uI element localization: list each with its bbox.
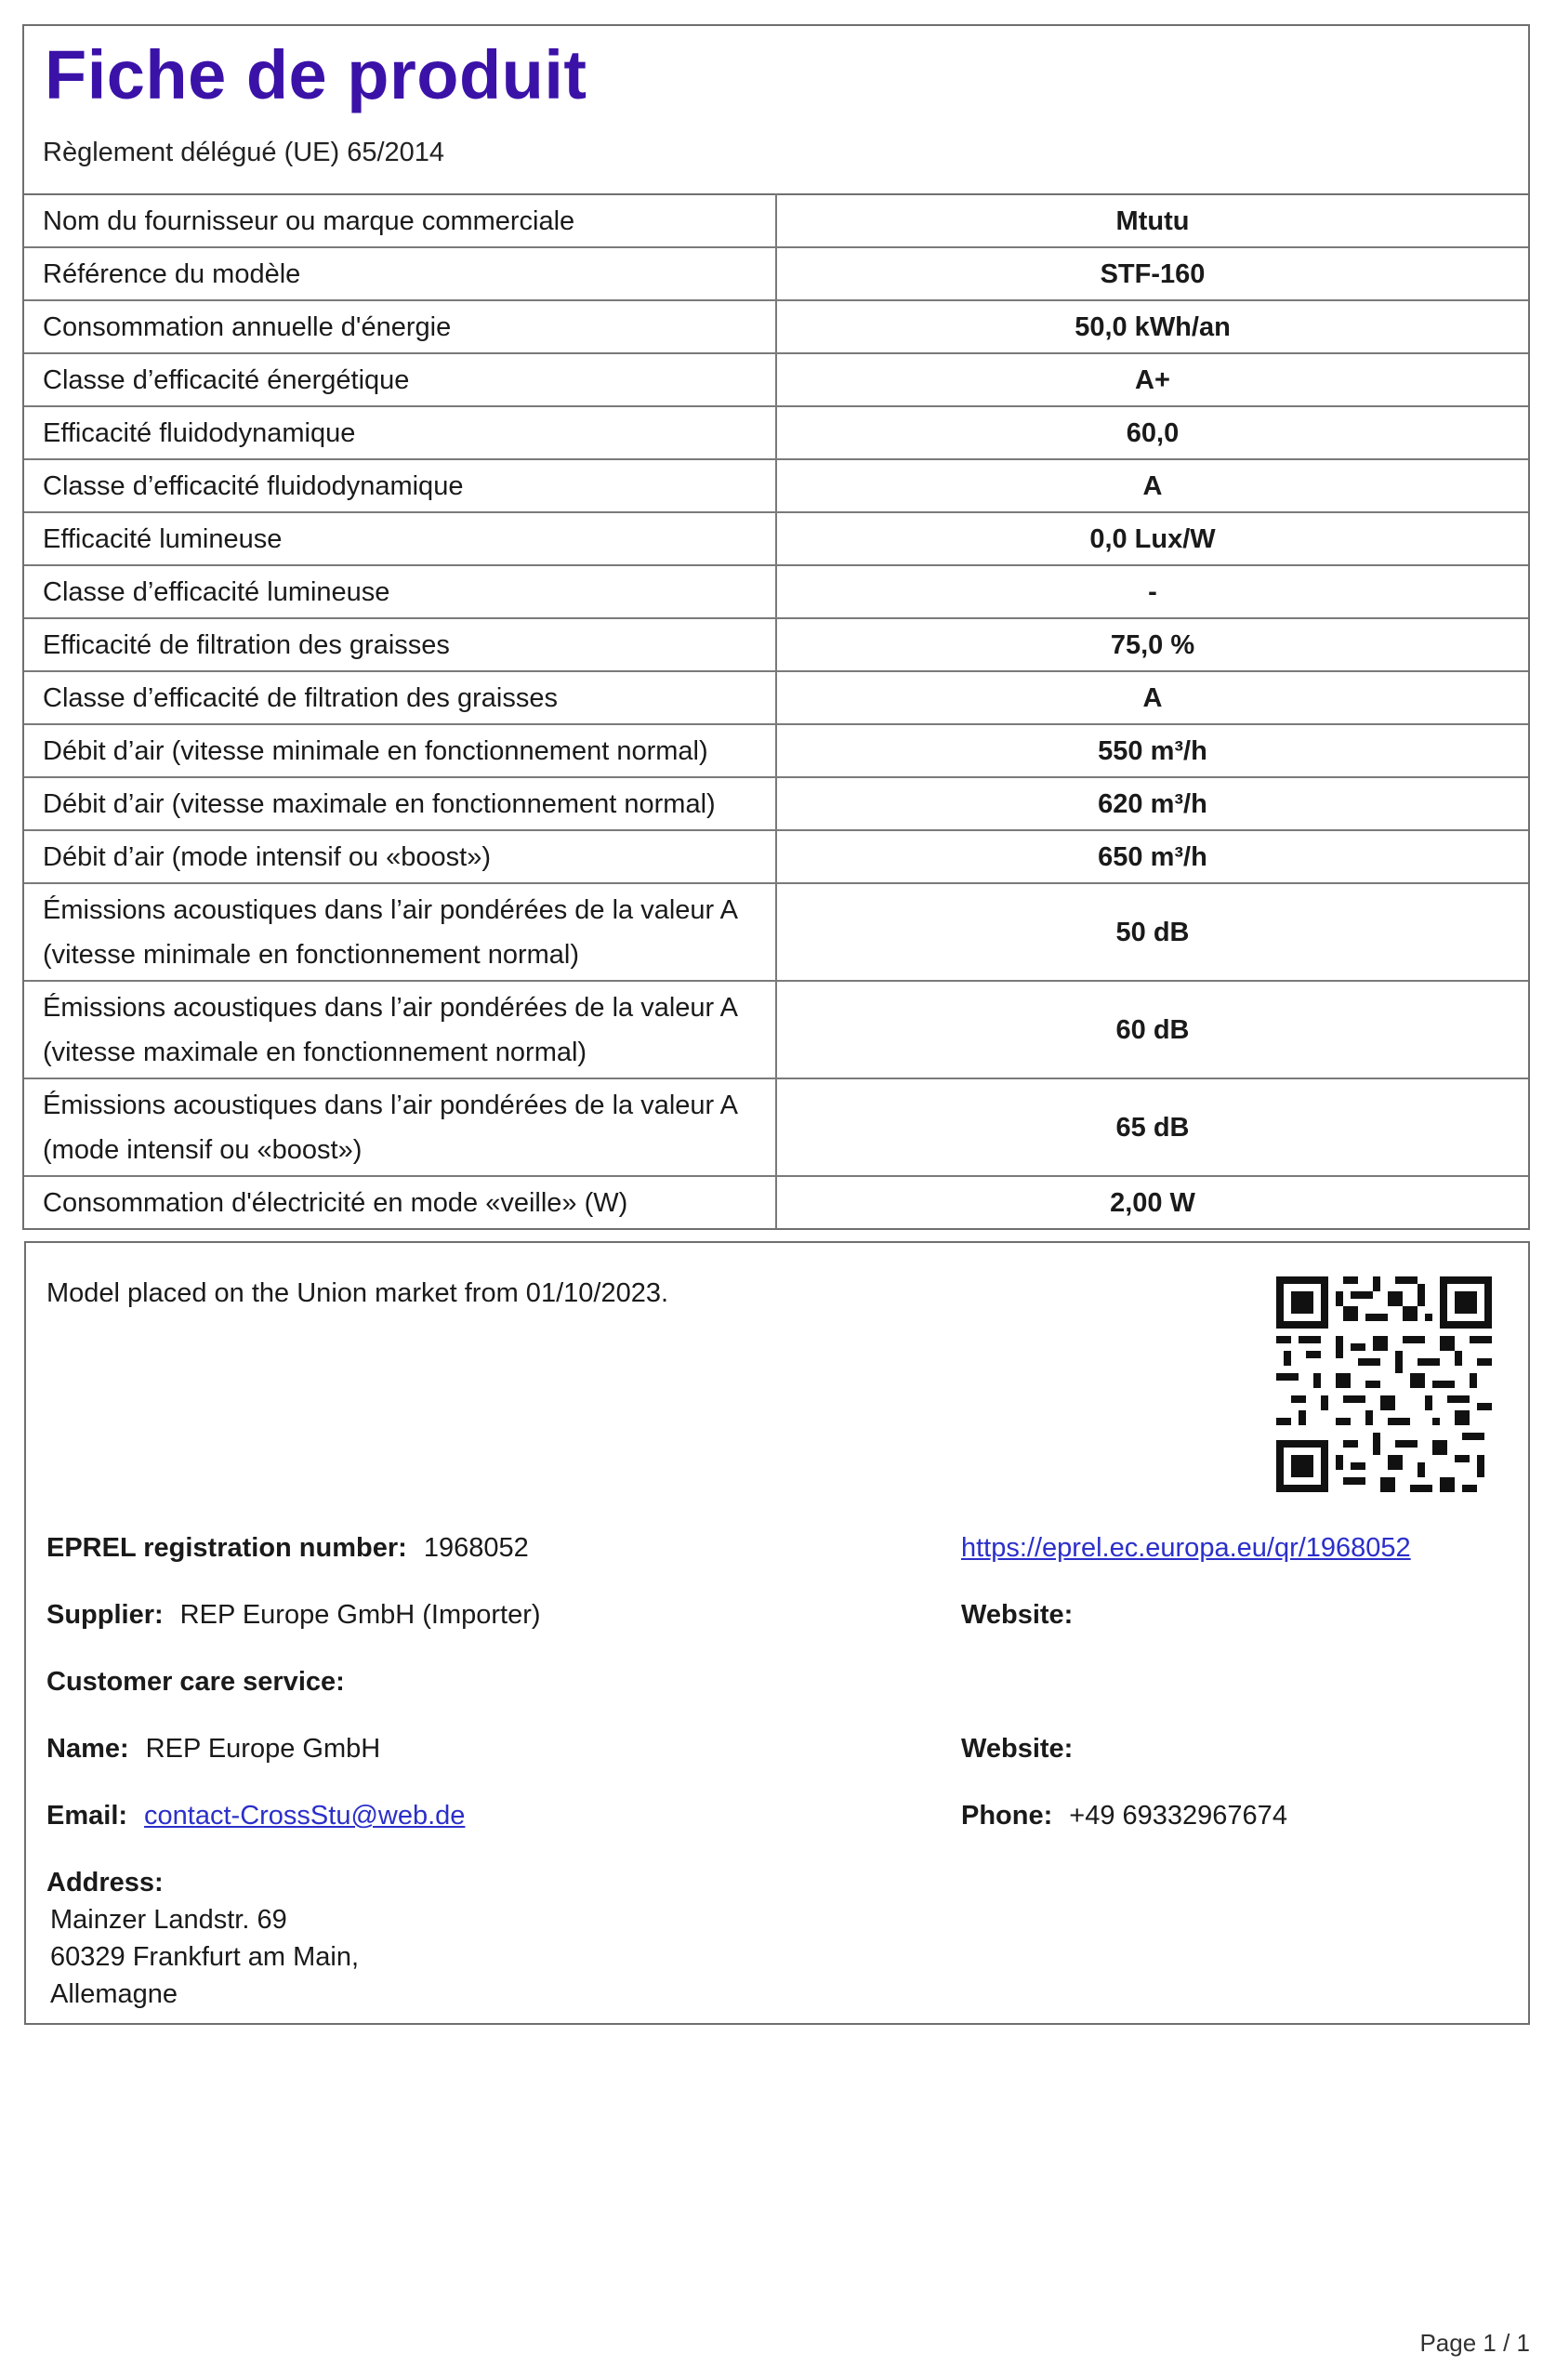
address-line: Mainzer Landstr. 69 [50,1905,287,1935]
row-value: 60,0 [776,406,1528,459]
table-row [24,1078,1528,1176]
row-label: Efficacité lumineuse [24,512,776,565]
supplier-website-row [961,1600,1089,1631]
name-label: Name: [46,1734,129,1764]
supplier-row [46,1600,541,1631]
title-block [24,26,1528,193]
row-value: 0,0 Lux/W [776,512,1528,565]
row-value: 620 m³/h [776,777,1528,830]
row-label: Efficacité fluidodynamique [24,406,776,459]
name-value: REP Europe GmbH [145,1734,381,1764]
table-row [24,353,1528,406]
table-row [24,565,1528,618]
supplier-value: REP Europe GmbH (Importer) [179,1600,541,1630]
row-value: 65 dB [776,1078,1528,1176]
row-value: A [776,671,1528,724]
row-label: Nom du fournisseur ou marque commerciale [43,206,575,236]
row-label: Débit d’air (mode intensif ou «boost») [24,830,776,883]
eprel-number: 1968052 [423,1533,529,1563]
eprel-url-link[interactable]: https://eprel.ec.europa.eu/qr/1968052 [961,1533,1411,1563]
row-label: Efficacité de filtration des graisses [24,618,776,671]
qr-code-icon[interactable] [1276,1276,1492,1492]
table-row [24,883,1528,981]
care-website-row [961,1734,1089,1765]
row-label: Débit d’air (vitesse minimale en fonctionnement normal) [24,724,776,777]
row-label-line2: (vitesse maximale en fonctionnement normal) [43,1038,587,1067]
product-sheet [22,24,1530,1230]
customer-care-label: Customer care service: [46,1667,345,1697]
row-value: 650 m³/h [776,830,1528,883]
name-row [46,1734,380,1765]
row-label [24,981,776,1078]
row-label-line1: Émissions acoustiques dans l’air pondérées de la valeur A [43,993,738,1023]
table-row [24,406,1528,459]
table-row [24,724,1528,777]
email-row [46,1801,465,1831]
eprel-registration-row [46,1533,529,1564]
table-row [24,1176,1528,1228]
phone-value: +49 69332967674 [1069,1801,1287,1831]
table-row [24,618,1528,671]
address-label: Address: [46,1868,164,1897]
eprel-info-box [24,1241,1530,2025]
row-value: 60 dB [776,981,1528,1078]
eprel-url-row [961,1533,1411,1564]
row-label-line1: Émissions acoustiques dans l’air pondérées de la valeur A [43,895,738,925]
row-value: A+ [776,353,1528,406]
phone-row [961,1801,1287,1831]
supplier-website-label: Website: [961,1600,1074,1630]
row-value: - [776,565,1528,618]
row-label-line2: (vitesse minimale en fonctionnement normal) [43,940,580,970]
row-label: Classe d’efficacité lumineuse [24,565,776,618]
market-placement-text: Model placed on the Union market from 01/10/2023. [46,1278,669,1308]
row-value: 550 m³/h [776,724,1528,777]
table-row [24,194,1528,247]
row-label: Consommation annuelle d'énergie [24,300,776,353]
table-row [24,830,1528,883]
row-value: 2,00 W [776,1176,1528,1228]
row-value: Mtutu [776,194,1528,247]
customer-care-heading [46,1667,362,1698]
row-label: Classe d’efficacité de filtration des graisses [24,671,776,724]
row-value: A [776,459,1528,512]
supplier-label: Supplier: [46,1600,164,1630]
row-label [24,1078,776,1176]
email-label: Email: [46,1801,128,1831]
page-number: Page 1 / 1 [1419,2329,1530,2357]
page-title: Fiche de produit [45,36,587,113]
care-website-label: Website: [961,1734,1074,1764]
address-line: 60329 Frankfurt am Main, [50,1942,360,1972]
table-row [24,459,1528,512]
table-row [24,777,1528,830]
row-value: 50 dB [776,883,1528,981]
address-heading [46,1868,180,1898]
email-link[interactable]: contact-CrossStu@web.de [144,1801,466,1831]
table-row [24,671,1528,724]
spec-table [24,193,1528,1228]
row-label: Classe d’efficacité fluidodynamique [24,459,776,512]
row-label: Consommation d'électricité en mode «veille» (W) [24,1176,776,1228]
table-row [24,981,1528,1078]
row-value: 50,0 kWh/an [776,300,1528,353]
row-label: Référence du modèle [24,247,776,300]
phone-label: Phone: [961,1801,1053,1831]
row-label: Classe d’efficacité énergétique [24,353,776,406]
row-label-line2: (mode intensif ou «boost») [43,1135,363,1165]
table-row [24,512,1528,565]
table-row [24,300,1528,353]
address-line: Allemagne [50,1979,178,2009]
table-row [24,247,1528,300]
row-label [24,883,776,981]
row-value: STF-160 [776,247,1528,300]
row-label-line1: Émissions acoustiques dans l’air pondérées de la valeur A [43,1091,738,1120]
eprel-label: EPREL registration number: [46,1533,407,1563]
row-value: 75,0 % [776,618,1528,671]
regulation-reference: Règlement délégué (UE) 65/2014 [43,138,445,167]
row-label: Débit d’air (vitesse maximale en fonctionnement normal) [24,777,776,830]
